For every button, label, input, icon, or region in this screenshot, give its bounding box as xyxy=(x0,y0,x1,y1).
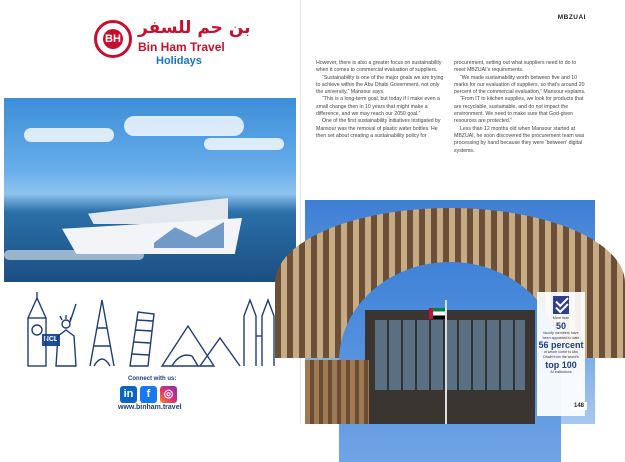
paragraph: “From IT to kitchen supplies, we look for products that are recyclable, sustainable, and do not impact the environment. We need to make sure that God-given resources are protected.” xyxy=(454,96,584,125)
big-ben-icon xyxy=(28,292,46,366)
article-page xyxy=(300,0,600,424)
cruise-line-name: NORWEGIAN xyxy=(18,348,89,359)
brand-name: Bin Ham Travel xyxy=(138,40,225,54)
paragraph: One of the first sustainability initiatives instigated by Mansour was the removal of plastic water bottles. He then set about creating a sustainability policy for xyxy=(316,118,441,139)
stat-top: top 100 xyxy=(545,359,577,370)
linkedin-icon[interactable]: in xyxy=(120,386,137,403)
connect-label: Connect with us: xyxy=(128,376,177,382)
landmarks-illustration xyxy=(22,290,278,368)
logo-mark-letters: BH xyxy=(103,29,123,49)
glass-facade xyxy=(375,320,525,390)
running-head: MBZUAI xyxy=(557,14,586,21)
stat-faculty-text: faculty members have been appointed to date xyxy=(542,330,580,340)
stat-faculty-count: 50 xyxy=(555,320,566,331)
cruise-ship-photo xyxy=(4,98,296,366)
leaning-tower-of-pisa-icon xyxy=(130,312,154,366)
article-column-1 xyxy=(316,60,448,140)
logo-mark xyxy=(94,20,132,58)
brand-arabic-name: بن حم للسفر xyxy=(138,18,251,38)
paragraph: “Sustainability is one of the major goals we are trying to achieve within the Abu Dhabi Government, not only the university,” Mansour says. xyxy=(316,74,444,96)
eiffel-tower-icon xyxy=(90,300,114,366)
uae-flag xyxy=(429,308,445,319)
paragraph: However, there is also a greater focus on sustainability when it comes to commercial evaluation of suppliers. xyxy=(316,60,442,74)
facebook-icon[interactable]: f xyxy=(140,386,157,403)
brand-subtitle: Holidays xyxy=(156,55,202,67)
petronas-towers-icon xyxy=(244,300,274,366)
advert-page xyxy=(0,0,300,424)
chevron-down-icon xyxy=(553,296,569,314)
stat-top-text: AI institutions xyxy=(550,369,572,374)
paragraph: “This is a long-term goal, but today if I make even a small change then in 10 years that might make a difference, and we may reach our 2050 goal.” xyxy=(316,96,440,118)
paragraph: procurement, setting out what suppliers need to do to meet MBZUAI’s requirements. xyxy=(454,60,577,74)
website-link[interactable]: www.binham.travel xyxy=(118,404,182,411)
stat-percent: 56 percent xyxy=(538,340,584,351)
cruise-line-tag: CRUISE LINE xyxy=(34,361,66,366)
bin-ham-logo xyxy=(94,18,294,68)
instagram-icon[interactable]: ◎ xyxy=(160,386,177,403)
article-column-2 xyxy=(454,60,586,155)
statue-of-liberty-icon xyxy=(56,304,76,366)
paragraph: Less than 12 months old when Mansour started at MBZUAI, he soon discovered the procurement team was processing by hand because they were ‘between’ digital systems. xyxy=(454,125,585,154)
flag-pole xyxy=(445,300,447,424)
paragraph: “We made sustainability worth between five and 10 marks for our evaluation of suppliers, so that’s around 20 percent of the commercial evaluation,” Mansour explains. xyxy=(454,74,586,96)
page-number: 148 xyxy=(571,402,587,410)
stat-more-than: More than xyxy=(552,316,570,320)
stat-percent-text: of whom come to Abu Dhabi from the world’s xyxy=(543,350,579,360)
ncl-badge: NCL xyxy=(42,334,60,346)
stats-panel xyxy=(537,292,585,416)
pyramids-icon xyxy=(162,326,240,366)
wooden-wall xyxy=(305,360,369,424)
